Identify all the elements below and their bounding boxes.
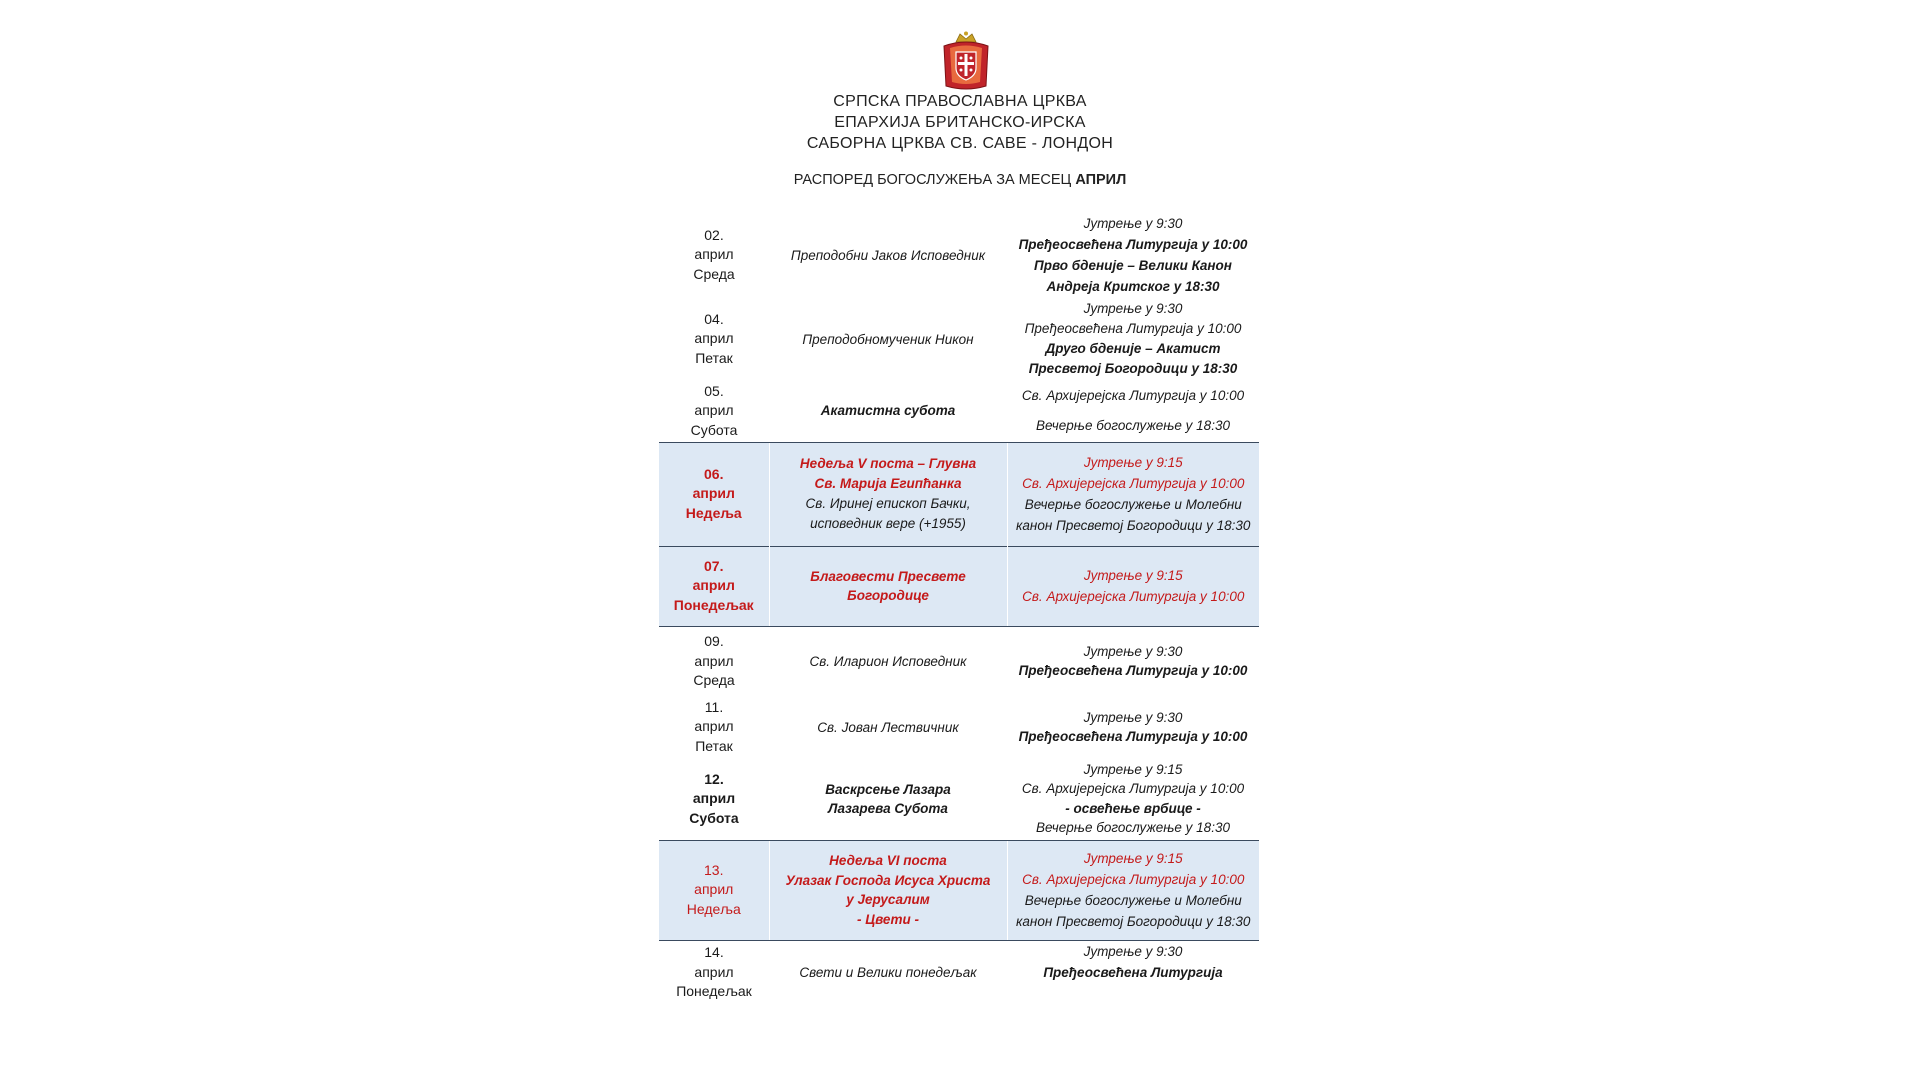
services-cell: [1007, 758, 1259, 840]
service-line: Пређеосвећена Литургија у 10:00: [1018, 663, 1248, 679]
header-line-cathedral: САБОРНА ЦРКВА СВ. САВЕ - ЛОНДОН: [806, 135, 1114, 152]
service-line: Јутрење у 9:30: [1083, 216, 1183, 231]
saint-line: Св. Марија Египћанка: [814, 476, 962, 491]
saint-line: Недеља V поста – Глувна: [799, 456, 977, 471]
date-weekday: Понедељак: [673, 596, 754, 613]
date-weekday: Субота: [690, 421, 738, 438]
header-line-church: СРПСКА ПРАВОСЛАВНА ЦРКВА: [833, 93, 1087, 110]
service-line: Вечерње богослужење и Молебни: [1024, 893, 1242, 908]
saint-cell: [769, 298, 1007, 380]
saint-line: у Јерусалим: [846, 892, 930, 907]
date-cell: [659, 442, 769, 546]
service-line: Вечерње богослужење у 18:30: [1036, 417, 1230, 433]
saint-cell: [769, 758, 1007, 840]
table-row: [659, 442, 1259, 546]
service-line: Прво бденије – Велики Канон: [1034, 258, 1232, 273]
service-line: Јутрење у 9:30: [1083, 943, 1183, 959]
service-line: Друго бденије – Акатист: [1045, 341, 1221, 356]
saint-line: Преподобни Јаков Исповедник: [790, 247, 986, 263]
service-line: Јутрење у 9:30: [1083, 644, 1183, 660]
saint-line: Св. Иринеј епископ Бачки,: [805, 496, 971, 511]
date-weekday: Среда: [693, 265, 735, 282]
date-cell: [659, 940, 769, 1004]
saint-line: Богородице: [847, 588, 929, 603]
saint-cell: [769, 840, 1007, 940]
service-line: Јутрење у 9:30: [1083, 710, 1183, 725]
date-month: април: [694, 718, 734, 735]
service-line: Пређеосвећена Литургија у 10:00: [1024, 321, 1242, 336]
service-line: Јутрење у 9:15: [1083, 851, 1183, 866]
date-weekday: Петак: [695, 349, 733, 366]
church-coat-of-arms-icon: [940, 30, 992, 92]
services-cell: [1007, 840, 1259, 940]
date-weekday: Недеља: [686, 900, 741, 917]
table-row: [659, 546, 1259, 626]
date-day: 05.: [704, 382, 724, 399]
saint-cell: [769, 626, 1007, 696]
service-line: Св. Архијерејска Литургија у 10:00: [1022, 872, 1245, 887]
date-day: 07.: [704, 557, 724, 574]
table-row: [659, 840, 1259, 940]
date-cell: [659, 626, 769, 696]
saint-line: Лазарева Субота: [828, 800, 948, 816]
date-day: 02.: [704, 226, 724, 243]
date-day: 13.: [704, 861, 724, 878]
date-month: април: [694, 652, 734, 669]
date-day: 04.: [704, 310, 724, 327]
date-weekday: Недеља: [685, 504, 742, 521]
date-weekday: Петак: [695, 737, 733, 754]
service-line: Св. Архијерејска Литургија у 10:00: [1022, 476, 1245, 491]
services-cell: [1007, 546, 1259, 626]
date-month: април: [694, 963, 734, 980]
date-weekday: Понедељак: [676, 983, 752, 999]
saint-line: Улазак Господа Исуса Христа: [785, 872, 991, 888]
service-line: Јутрење у 9:15: [1083, 761, 1183, 777]
date-day: 09.: [704, 633, 724, 649]
services-cell: [1007, 380, 1259, 442]
date-day: 06.: [704, 465, 724, 482]
service-line: Јутрење у 9:15: [1083, 568, 1183, 583]
date-day: 14.: [704, 944, 724, 960]
date-weekday: Среда: [693, 672, 735, 688]
saint-line: Св. Јован Лествичник: [817, 719, 959, 735]
date-month: април: [694, 330, 734, 347]
saint-cell: [769, 380, 1007, 442]
schedule-title-month: АПРИЛ: [1075, 172, 1127, 188]
service-line: Јутрење у 9:15: [1083, 455, 1183, 470]
table-row: [659, 758, 1259, 840]
services-cell: [1007, 940, 1259, 1004]
service-line: Пређеосвећена Литургија у 10:00: [1018, 729, 1248, 744]
date-month: април: [692, 790, 736, 806]
saint-line: Свети и Велики понедељак: [799, 964, 977, 980]
service-line: - освећење врбице -: [1065, 800, 1201, 816]
date-month: април: [692, 485, 735, 502]
saint-cell: [769, 546, 1007, 626]
saint-line: Преподобномученик Никон: [802, 331, 974, 347]
service-line: Св. Архијерејска Литургија у 10:00: [1022, 589, 1245, 604]
services-cell: [1007, 442, 1259, 546]
table-row: [659, 696, 1259, 758]
saint-line: Недеља VI поста: [829, 853, 947, 868]
saint-cell: [769, 212, 1007, 298]
date-month: април: [694, 246, 734, 263]
saint-line: Св. Иларион Исповедник: [809, 653, 967, 669]
service-line: Св. Архијерејска Литургија у 10:00: [1021, 387, 1245, 403]
services-cell: [1007, 298, 1259, 380]
service-line: Јутрење у 9:30: [1083, 301, 1183, 316]
service-schedule-table: [659, 212, 1259, 1004]
saint-line: Васкрсење Лазара: [825, 781, 951, 797]
date-weekday: Субота: [689, 809, 739, 826]
saint-line: - Цвети -: [857, 911, 919, 927]
date-cell: [659, 380, 769, 442]
date-day: 11.: [704, 698, 724, 715]
table-row: [659, 298, 1259, 380]
date-cell: [659, 696, 769, 758]
service-line: Св. Архијерејска Литургија у 10:00: [1021, 781, 1245, 797]
table-row: [659, 212, 1259, 298]
date-month: април: [692, 577, 735, 594]
services-cell: [1007, 626, 1259, 696]
service-line: Андреја Критског у 18:30: [1046, 279, 1220, 294]
service-line: Вечерње богослужење у 18:30: [1036, 820, 1230, 836]
services-cell: [1007, 212, 1259, 298]
service-line: Пређеосвећена Литургија у 10:00: [1018, 237, 1248, 252]
saint-line: Благовести Пресвете: [810, 569, 966, 584]
table-row: [659, 626, 1259, 696]
schedule-title-prefix: РАСПОРЕД БОГОСЛУЖЕЊА ЗА МЕСЕЦ: [793, 172, 1072, 188]
date-cell: [659, 212, 769, 298]
header-line-eparchy: ЕПАРХИЈА БРИТАНСКО-ИРСКА: [834, 114, 1086, 131]
church-header: [0, 91, 1920, 154]
table-row: [659, 380, 1259, 442]
service-line: Пређеосвећена Литургија: [1043, 964, 1223, 980]
table-row: [659, 940, 1259, 1004]
saint-cell: [769, 940, 1007, 1004]
service-line: канон Пресветој Богородици у 18:30: [1016, 914, 1251, 929]
saint-line: исповедник вере (+1955): [810, 516, 966, 531]
service-line: канон Пресветој Богородици у 18:30: [1016, 518, 1251, 533]
saint-cell: [769, 442, 1007, 546]
date-cell: [659, 298, 769, 380]
date-month: април: [694, 402, 734, 418]
service-line: Пресветој Богородици у 18:30: [1028, 361, 1238, 376]
schedule-title: [0, 172, 1920, 188]
saint-cell: [769, 696, 1007, 758]
service-line: Вечерње богослужење и Молебни: [1024, 497, 1242, 512]
date-cell: [659, 758, 769, 840]
date-cell: [659, 546, 769, 626]
saint-line: Акатистна субота: [820, 403, 956, 419]
services-cell: [1007, 696, 1259, 758]
date-day: 12.: [704, 770, 724, 787]
date-cell: [659, 840, 769, 940]
date-month: април: [694, 881, 734, 898]
